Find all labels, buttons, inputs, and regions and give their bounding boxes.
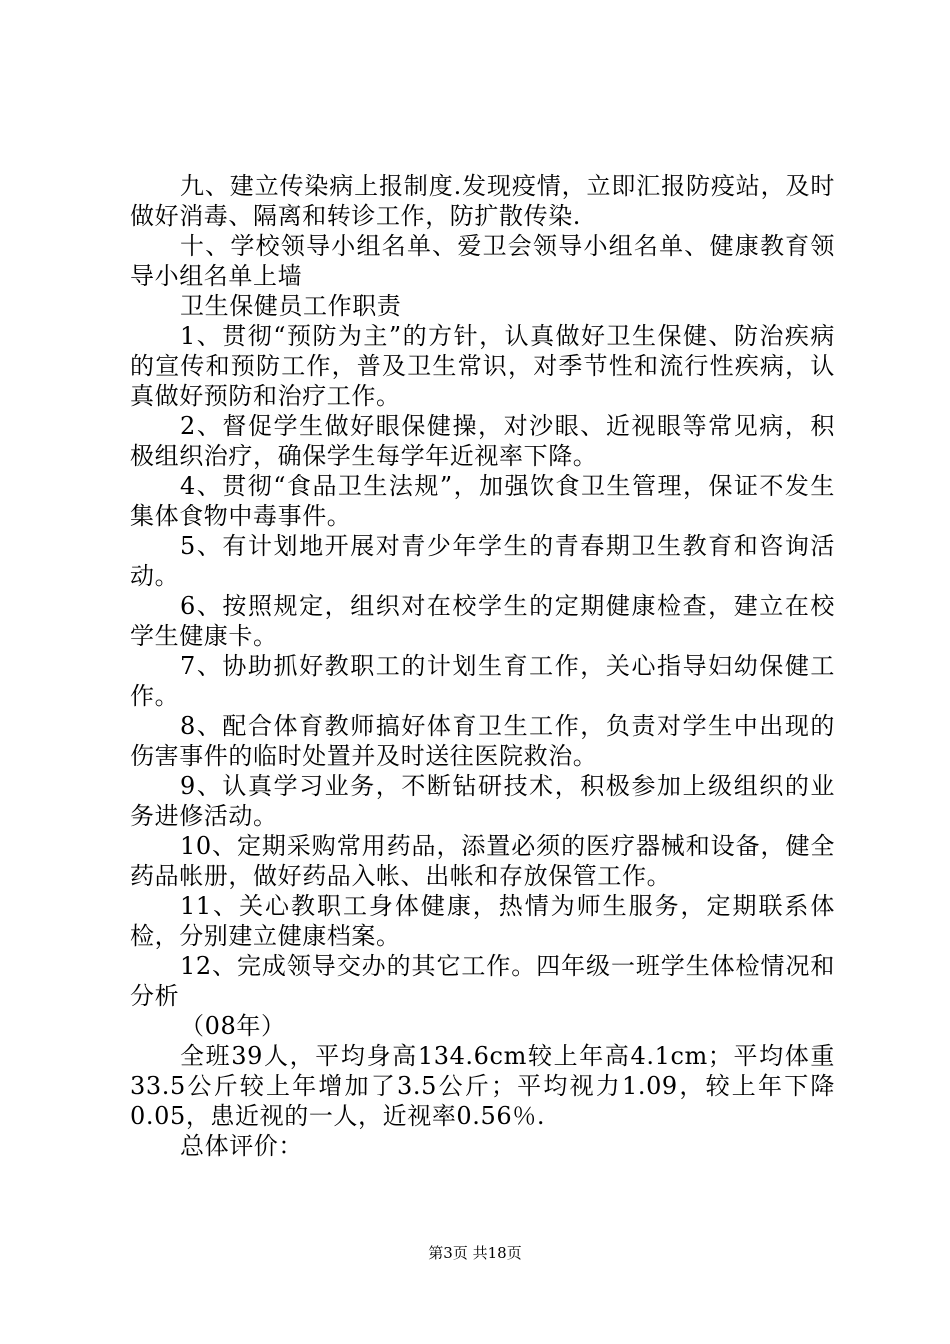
duty-item-11: 11、关心教职工身体健康，热情为师生服务，定期联系体检，分别建立健康档案。 xyxy=(130,892,835,950)
page-number-footer: 第3页 共18页 xyxy=(428,1244,522,1262)
duty-item-10: 10、定期采购常用药品，添置必须的医疗器械和设备，健全药品帐册，做好药品入帐、出帐和存放保管工作。 xyxy=(130,832,835,890)
class-statistics: 全班39人，平均身高134.6cm较上年高4.1cm；平均体重33.5公斤较上年增加了3.5公斤；平均视力1.09，较上年下降0.05，患近视的一人，近视率0.56％. xyxy=(130,1042,835,1130)
duty-item-8: 8、配合体育教师搞好体育卫生工作，负责对学生中出现的伤害事件的临时处置并及时送往医院救治。 xyxy=(130,712,835,770)
duty-item-7: 7、协助抓好教职工的计划生育工作，关心指导妇幼保健工作。 xyxy=(130,652,835,710)
section-heading: 卫生保健员工作职责 xyxy=(180,292,402,320)
duty-item-12: 12、完成领导交办的其它工作。四年级一班学生体检情况和分析 xyxy=(130,952,835,1010)
year-label: （08年） xyxy=(180,1012,286,1040)
duty-item-2: 2、督促学生做好眼保健操，对沙眼、近视眼等常见病，积极组织治疗，确保学生每学年近视率下降。 xyxy=(130,412,835,470)
duty-item-6: 6、按照规定，组织对在校学生的定期健康检查，建立在校学生健康卡。 xyxy=(130,592,835,650)
paragraph-section-9: 九、建立传染病上报制度.发现疫情，立即汇报防疫站，及时做好消毒、隔离和转诊工作，防扩散传染. xyxy=(130,172,835,230)
paragraph-section-10: 十、学校领导小组名单、爱卫会领导小组名单、健康教育领导小组名单上墙 xyxy=(130,232,835,290)
duty-item-1: 1、贯彻“预防为主”的方针，认真做好卫生保健、防治疾病的宣传和预防工作，普及卫生常识，对季节性和流行性疾病，认真做好预防和治疗工作。 xyxy=(130,322,835,410)
document-body xyxy=(130,171,835,1161)
duty-item-9: 9、认真学习业务，不断钻研技术，积极参加上级组织的业务进修活动。 xyxy=(130,772,835,830)
duty-item-4: 4、贯彻“食品卫生法规”，加强饮食卫生管理，保证不发生集体食物中毒事件。 xyxy=(130,472,835,530)
overall-evaluation-label: 总体评价： xyxy=(180,1132,303,1160)
duty-item-5: 5、有计划地开展对青少年学生的青春期卫生教育和咨询活动。 xyxy=(130,532,835,590)
